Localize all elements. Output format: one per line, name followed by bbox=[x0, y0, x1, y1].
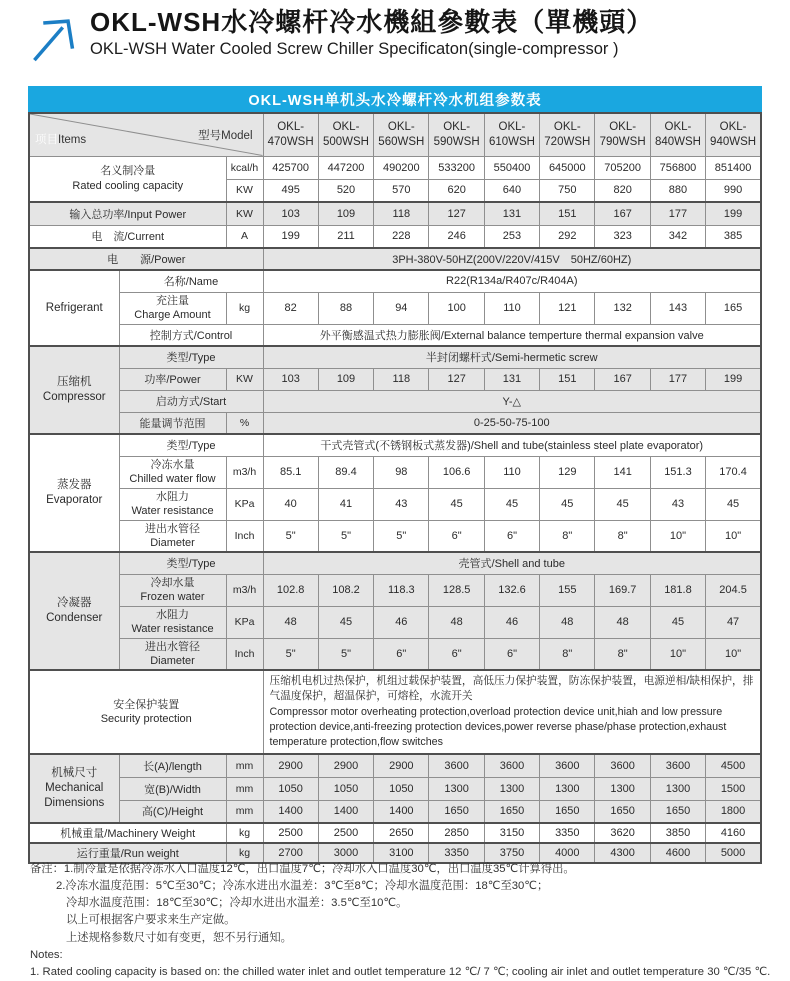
value-cell: 4500 bbox=[706, 754, 761, 777]
merged-value: Y-△ bbox=[263, 390, 761, 412]
value-cell: 292 bbox=[540, 225, 595, 248]
arrow-up-right-icon bbox=[30, 12, 76, 69]
value-cell: 88 bbox=[318, 292, 373, 324]
value-cell: 2900 bbox=[374, 754, 429, 777]
merged-value: 半封闭螺杆式/Semi-hermetic screw bbox=[263, 346, 761, 368]
value-cell: 550400 bbox=[484, 156, 539, 179]
value-cell: 3600 bbox=[595, 754, 650, 777]
value-cell: 110 bbox=[484, 456, 539, 488]
value-cell: 45 bbox=[484, 488, 539, 520]
value-cell: 131 bbox=[484, 202, 539, 225]
row-length bbox=[29, 754, 761, 777]
row-charge-amount bbox=[29, 292, 761, 324]
value-cell: 425700 bbox=[263, 156, 318, 179]
value-cell: 1300 bbox=[650, 777, 705, 800]
value-cell: 990 bbox=[706, 179, 761, 202]
value-cell: 5000 bbox=[706, 843, 761, 863]
value-cell: 47 bbox=[706, 606, 761, 638]
row-label: 功率/Power bbox=[119, 368, 226, 390]
row-evap-diameter bbox=[29, 520, 761, 552]
value-cell: 169.7 bbox=[595, 574, 650, 606]
value-cell: 132 bbox=[595, 292, 650, 324]
row-label: 高(C)/Height bbox=[119, 800, 226, 823]
value-cell: 127 bbox=[429, 202, 484, 225]
value-cell: 246 bbox=[429, 225, 484, 248]
value-cell: 1400 bbox=[263, 800, 318, 823]
value-cell: 1050 bbox=[318, 777, 373, 800]
value-cell: 1650 bbox=[484, 800, 539, 823]
value-cell: 253 bbox=[484, 225, 539, 248]
value-cell: 118 bbox=[374, 368, 429, 390]
row-label: 类型/Type bbox=[119, 552, 263, 574]
corner-items-label: 项目Items bbox=[35, 133, 87, 146]
note-line: 上述规格参数尺寸如有变更，恕不另行通知。 bbox=[66, 931, 292, 944]
row-label: 能量调节范围 bbox=[119, 412, 226, 434]
value-cell: 121 bbox=[540, 292, 595, 324]
value-cell: 167 bbox=[595, 368, 650, 390]
merged-value: 0-25-50-75-100 bbox=[263, 412, 761, 434]
corner-model-label: 型号Model bbox=[198, 130, 253, 142]
row-label: 名义制冷量 Rated cooling capacity bbox=[29, 156, 226, 202]
model-header: OKL- 560WSH bbox=[374, 113, 429, 156]
value-cell: 6" bbox=[429, 520, 484, 552]
value-cell: 1500 bbox=[706, 777, 761, 800]
value-cell: 1650 bbox=[650, 800, 705, 823]
row-label: 安全保护装置 Security protection bbox=[29, 670, 263, 754]
value-cell: 3620 bbox=[595, 823, 650, 843]
value-cell: 48 bbox=[429, 606, 484, 638]
row-label: 启动方式/Start bbox=[119, 390, 263, 412]
merged-value: 3PH-380V-50HZ(200V/220V/415V 50HZ/60HZ) bbox=[263, 248, 761, 270]
value-cell: 94 bbox=[374, 292, 429, 324]
unit-cell: m3/h bbox=[226, 574, 263, 606]
value-cell: 2500 bbox=[318, 823, 373, 843]
value-cell: 155 bbox=[540, 574, 595, 606]
corner-cell bbox=[29, 113, 263, 156]
value-cell: 6" bbox=[429, 638, 484, 670]
value-cell: 110 bbox=[484, 292, 539, 324]
value-cell: 108.2 bbox=[318, 574, 373, 606]
row-power-supply bbox=[29, 248, 761, 270]
group-label-condenser: 冷凝器 Condenser bbox=[29, 552, 119, 670]
value-cell: 45 bbox=[706, 488, 761, 520]
unit-cell: m3/h bbox=[226, 456, 263, 488]
value-cell: 100 bbox=[429, 292, 484, 324]
row-label: 水阻力 Water resistance bbox=[119, 606, 226, 638]
value-cell: 211 bbox=[318, 225, 373, 248]
row-label: 电 源/Power bbox=[29, 248, 263, 270]
row-label: 控制方式/Control bbox=[119, 324, 263, 346]
value-cell: 199 bbox=[706, 368, 761, 390]
value-cell: 1650 bbox=[540, 800, 595, 823]
notes-title: Notes: bbox=[30, 948, 63, 961]
value-cell: 10" bbox=[650, 638, 705, 670]
value-cell: 533200 bbox=[429, 156, 484, 179]
value-cell: 3350 bbox=[540, 823, 595, 843]
value-cell: 143 bbox=[650, 292, 705, 324]
value-cell: 620 bbox=[429, 179, 484, 202]
value-cell: 3600 bbox=[429, 754, 484, 777]
value-cell: 43 bbox=[650, 488, 705, 520]
value-cell: 342 bbox=[650, 225, 705, 248]
value-cell: 46 bbox=[484, 606, 539, 638]
value-cell: 3600 bbox=[650, 754, 705, 777]
row-label: 进出水管径 Diameter bbox=[119, 520, 226, 552]
model-header: OKL- 590WSH bbox=[429, 113, 484, 156]
model-header: OKL- 790WSH bbox=[595, 113, 650, 156]
value-cell: 131 bbox=[484, 368, 539, 390]
value-cell: 3850 bbox=[650, 823, 705, 843]
value-cell: 89.4 bbox=[318, 456, 373, 488]
row-cooling-kcal bbox=[29, 156, 761, 179]
unit-cell: kg bbox=[226, 823, 263, 843]
unit-cell: KW bbox=[226, 202, 263, 225]
row-label: 名称/Name bbox=[119, 270, 263, 292]
row-evap-water-resistance bbox=[29, 488, 761, 520]
value-cell: 5" bbox=[318, 520, 373, 552]
security-value-zh: 压缩机电机过热保护，机组过载保护装置，高低压力保护装置，防冻保护装置，电源逆相/缺相保护，排气温度保护，超温保护，可熔栓，水流开关 bbox=[269, 675, 754, 703]
unit-cell: kg bbox=[226, 292, 263, 324]
value-cell: 199 bbox=[263, 225, 318, 248]
value-cell: 106.6 bbox=[429, 456, 484, 488]
value-cell: 5" bbox=[318, 638, 373, 670]
value-cell: 3350 bbox=[429, 843, 484, 863]
row-machinery-weight bbox=[29, 823, 761, 843]
value-cell: 177 bbox=[650, 202, 705, 225]
value-cell: 4160 bbox=[706, 823, 761, 843]
row-label: 类型/Type bbox=[119, 346, 263, 368]
value-cell: 48 bbox=[595, 606, 650, 638]
value-cell: 2650 bbox=[374, 823, 429, 843]
row-width bbox=[29, 777, 761, 800]
row-compressor-power bbox=[29, 368, 761, 390]
value-cell: 3000 bbox=[318, 843, 373, 863]
value-cell: 2700 bbox=[263, 843, 318, 863]
value-cell: 4600 bbox=[650, 843, 705, 863]
value-cell: 129 bbox=[540, 456, 595, 488]
value-cell: 151 bbox=[540, 368, 595, 390]
value-cell: 1300 bbox=[429, 777, 484, 800]
model-header: OKL- 470WSH bbox=[263, 113, 318, 156]
value-cell: 705200 bbox=[595, 156, 650, 179]
merged-value: 外平衡感温式热力膨胀阀/External balance temperture thermal expansion valve bbox=[263, 324, 761, 346]
value-cell: 8" bbox=[540, 520, 595, 552]
value-cell: 6" bbox=[374, 638, 429, 670]
value-cell: 82 bbox=[263, 292, 318, 324]
value-cell: 45 bbox=[318, 606, 373, 638]
group-label-evaporator: 蒸发器 Evaporator bbox=[29, 434, 119, 552]
value-cell: 1050 bbox=[263, 777, 318, 800]
row-label: 运行重量/Run weight bbox=[29, 843, 226, 863]
value-cell: 151.3 bbox=[650, 456, 705, 488]
row-label: 类型/Type bbox=[119, 434, 263, 456]
value-cell: 1650 bbox=[429, 800, 484, 823]
row-label: 水阻力 Water resistance bbox=[119, 488, 226, 520]
model-header: OKL- 500WSH bbox=[318, 113, 373, 156]
row-chilled-water-flow bbox=[29, 456, 761, 488]
row-label: 输入总功率/Input Power bbox=[29, 202, 226, 225]
value-cell: 45 bbox=[540, 488, 595, 520]
value-cell: 43 bbox=[374, 488, 429, 520]
value-cell: 447200 bbox=[318, 156, 373, 179]
row-label: 长(A)/length bbox=[119, 754, 226, 777]
security-value bbox=[263, 670, 761, 754]
row-energy-range bbox=[29, 412, 761, 434]
value-cell: 570 bbox=[374, 179, 429, 202]
page-header bbox=[30, 8, 653, 69]
value-cell: 128.5 bbox=[429, 574, 484, 606]
value-cell: 118 bbox=[374, 202, 429, 225]
value-cell: 385 bbox=[706, 225, 761, 248]
value-cell: 820 bbox=[595, 179, 650, 202]
unit-cell: mm bbox=[226, 800, 263, 823]
merged-value: 干式壳管式(不锈钢板式蒸发器)/Shell and tube(stainless steel plate evaporator) bbox=[263, 434, 761, 456]
value-cell: 5" bbox=[263, 520, 318, 552]
row-label: 进出水管径 Diameter bbox=[119, 638, 226, 670]
table-title-banner: OKL-WSH单机头水冷螺杆冷水机组参数表 bbox=[28, 86, 762, 112]
value-cell: 1400 bbox=[318, 800, 373, 823]
value-cell: 323 bbox=[595, 225, 650, 248]
value-cell: 127 bbox=[429, 368, 484, 390]
row-label: 充注量 Charge Amount bbox=[119, 292, 226, 324]
note-line: 以上可根据客户要求来生产定做。 bbox=[66, 914, 236, 927]
unit-cell: mm bbox=[226, 754, 263, 777]
value-cell: 3750 bbox=[484, 843, 539, 863]
model-header: OKL- 610WSH bbox=[484, 113, 539, 156]
value-cell: 199 bbox=[706, 202, 761, 225]
value-cell: 41 bbox=[318, 488, 373, 520]
value-cell: 2850 bbox=[429, 823, 484, 843]
row-label: 电 流/Current bbox=[29, 225, 226, 248]
value-cell: 1300 bbox=[484, 777, 539, 800]
value-cell: 45 bbox=[429, 488, 484, 520]
value-cell: 3100 bbox=[374, 843, 429, 863]
value-cell: 640 bbox=[484, 179, 539, 202]
row-label: 冷却水量 Frozen water bbox=[119, 574, 226, 606]
value-cell: 3150 bbox=[484, 823, 539, 843]
value-cell: 132.6 bbox=[484, 574, 539, 606]
group-label-dimensions: 机械尺寸 Mechanical Dimensions bbox=[29, 754, 119, 823]
row-current bbox=[29, 225, 761, 248]
value-cell: 3600 bbox=[540, 754, 595, 777]
value-cell: 45 bbox=[650, 606, 705, 638]
row-label: 宽(B)/Width bbox=[119, 777, 226, 800]
note-line-en: 1. Rated cooling capacity is based on: the chilled water inlet and outlet temperature 12 ℃/ 7 ℃; cooling air inlet and outlet temperature 30 ℃/35 ℃. bbox=[30, 965, 771, 978]
value-cell: 6" bbox=[484, 638, 539, 670]
value-cell: 48 bbox=[263, 606, 318, 638]
unit-cell: KW bbox=[226, 368, 263, 390]
merged-value: 壳管式/Shell and tube bbox=[263, 552, 761, 574]
value-cell: 1650 bbox=[595, 800, 650, 823]
value-cell: 5" bbox=[374, 520, 429, 552]
model-header: OKL- 840WSH bbox=[650, 113, 705, 156]
value-cell: 10" bbox=[706, 520, 761, 552]
value-cell: 177 bbox=[650, 368, 705, 390]
value-cell: 167 bbox=[595, 202, 650, 225]
value-cell: 46 bbox=[374, 606, 429, 638]
value-cell: 1050 bbox=[374, 777, 429, 800]
footnotes bbox=[30, 861, 782, 981]
unit-cell: A bbox=[226, 225, 263, 248]
unit-cell: % bbox=[226, 412, 263, 434]
unit-cell: mm bbox=[226, 777, 263, 800]
unit-cell: kcal/h bbox=[226, 156, 263, 179]
value-cell: 4300 bbox=[595, 843, 650, 863]
row-label: 机械重量/Machinery Weight bbox=[29, 823, 226, 843]
value-cell: 102.8 bbox=[263, 574, 318, 606]
value-cell: 1800 bbox=[706, 800, 761, 823]
row-control bbox=[29, 324, 761, 346]
unit-cell: Inch bbox=[226, 638, 263, 670]
value-cell: 2900 bbox=[318, 754, 373, 777]
row-cond-water-resistance bbox=[29, 606, 761, 638]
value-cell: 109 bbox=[318, 368, 373, 390]
value-cell: 165 bbox=[706, 292, 761, 324]
group-label-compressor: 压缩机 Compressor bbox=[29, 346, 119, 434]
value-cell: 750 bbox=[540, 179, 595, 202]
value-cell: 204.5 bbox=[706, 574, 761, 606]
footnotes-zh bbox=[30, 861, 782, 947]
row-cond-diameter bbox=[29, 638, 761, 670]
row-refrigerant-name bbox=[29, 270, 761, 292]
model-header: OKL- 940WSH bbox=[706, 113, 761, 156]
value-cell: 151 bbox=[540, 202, 595, 225]
value-cell: 851400 bbox=[706, 156, 761, 179]
value-cell: 4000 bbox=[540, 843, 595, 863]
value-cell: 645000 bbox=[540, 156, 595, 179]
value-cell: 48 bbox=[540, 606, 595, 638]
value-cell: 1300 bbox=[595, 777, 650, 800]
value-cell: 170.4 bbox=[706, 456, 761, 488]
value-cell: 880 bbox=[650, 179, 705, 202]
value-cell: 10" bbox=[650, 520, 705, 552]
merged-value: R22(R134a/R407c/R404A) bbox=[263, 270, 761, 292]
value-cell: 2500 bbox=[263, 823, 318, 843]
value-cell: 3600 bbox=[484, 754, 539, 777]
row-compressor-type bbox=[29, 346, 761, 368]
value-cell: 495 bbox=[263, 179, 318, 202]
value-cell: 8" bbox=[595, 520, 650, 552]
note-line: 备注：1.制冷量是依据冷冻水入口温度12℃，出口温度7℃；冷却水入口温度30℃，出口温度35℃计算得出。 bbox=[30, 863, 575, 875]
value-cell: 1300 bbox=[540, 777, 595, 800]
page-title-en: OKL-WSH Water Cooled Screw Chiller Specificaton(single-compressor ) bbox=[90, 39, 619, 58]
note-line: 冷却水温度范围：18℃至30℃；冷却水进出水温差：3.5℃至10℃。 bbox=[66, 897, 408, 910]
value-cell: 228 bbox=[374, 225, 429, 248]
spec-table bbox=[28, 112, 762, 864]
value-cell: 6" bbox=[484, 520, 539, 552]
value-cell: 103 bbox=[263, 368, 318, 390]
row-security-protection bbox=[29, 670, 761, 754]
value-cell: 98 bbox=[374, 456, 429, 488]
value-cell: 85.1 bbox=[263, 456, 318, 488]
value-cell: 5" bbox=[263, 638, 318, 670]
row-compressor-start bbox=[29, 390, 761, 412]
value-cell: 118.3 bbox=[374, 574, 429, 606]
row-condenser-type bbox=[29, 552, 761, 574]
value-cell: 2900 bbox=[263, 754, 318, 777]
unit-cell: Inch bbox=[226, 520, 263, 552]
note-line: 2.冷冻水温度范围：5℃至30℃；冷冻水进出水温差：3℃至8℃；冷却水温度范围：18℃至30℃； bbox=[56, 880, 549, 893]
unit-cell: kg bbox=[226, 843, 263, 863]
value-cell: 490200 bbox=[374, 156, 429, 179]
unit-cell: KPa bbox=[226, 606, 263, 638]
row-height bbox=[29, 800, 761, 823]
model-header: OKL- 720WSH bbox=[540, 113, 595, 156]
row-label: 冷冻水量 Chilled water flow bbox=[119, 456, 226, 488]
value-cell: 45 bbox=[595, 488, 650, 520]
value-cell: 40 bbox=[263, 488, 318, 520]
group-label-refrigerant: Refrigerant bbox=[29, 270, 119, 346]
row-evaporator-type bbox=[29, 434, 761, 456]
value-cell: 109 bbox=[318, 202, 373, 225]
unit-cell: KPa bbox=[226, 488, 263, 520]
security-value-en: Compressor motor overheating protection,overload protection device unit,hiah and low pressure protection device,anti-freezing protection devices,power reverse phase/phase protection,exhaust temperature protection,flow switches bbox=[269, 705, 727, 748]
value-cell: 520 bbox=[318, 179, 373, 202]
value-cell: 1400 bbox=[374, 800, 429, 823]
row-input-power bbox=[29, 202, 761, 225]
value-cell: 103 bbox=[263, 202, 318, 225]
value-cell: 10" bbox=[706, 638, 761, 670]
row-frozen-water bbox=[29, 574, 761, 606]
value-cell: 141 bbox=[595, 456, 650, 488]
page-title-zh: OKL-WSH水冷螺杆冷水機組參數表（單機頭） bbox=[90, 7, 654, 37]
value-cell: 181.8 bbox=[650, 574, 705, 606]
value-cell: 8" bbox=[540, 638, 595, 670]
value-cell: 756800 bbox=[650, 156, 705, 179]
model-header-row bbox=[29, 113, 761, 156]
value-cell: 8" bbox=[595, 638, 650, 670]
unit-cell: KW bbox=[226, 179, 263, 202]
